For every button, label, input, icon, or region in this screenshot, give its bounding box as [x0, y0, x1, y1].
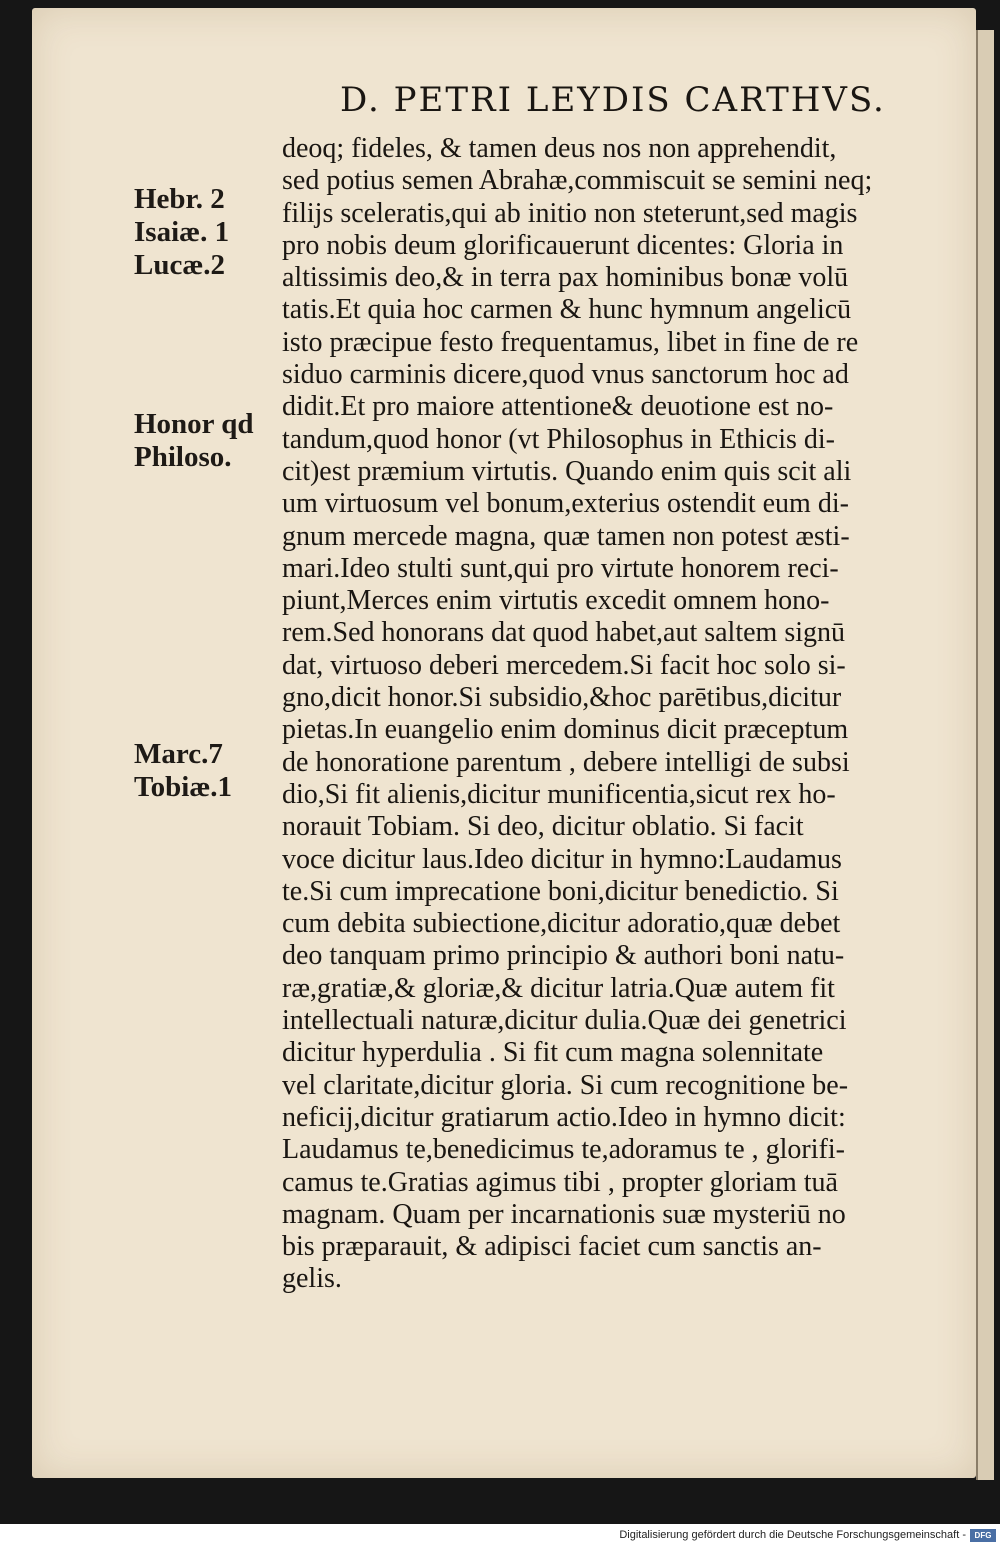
- text-line: dat, virtuoso deberi mercedem.Si facit hoc solo si-: [282, 649, 846, 681]
- text-line: Laudamus te,benedicimus te,adoramus te , glorifi-: [282, 1134, 845, 1166]
- text-line: tandum,quod honor (vt Philosophus in Ethicis di-: [282, 423, 835, 455]
- margin-note-group: [134, 738, 232, 804]
- text-line: ræ,gratiæ,& gloriæ,& dicitur latria.Quæ autem fit: [282, 972, 835, 1004]
- text-line: camus te.Gratias agimus tibi , propter gloriam tuā: [282, 1166, 838, 1198]
- text-line: tatis.Et quia hoc carmen & hunc hymnum angelicū: [282, 294, 852, 326]
- text-line: didit.Et pro maiore attentione& deuotione est no-: [282, 391, 834, 423]
- text-line: de honoratione parentum , debere intelligi de subsi: [282, 746, 850, 778]
- text-line: intellectuali naturæ,dicitur dulia.Quæ dei genetrici: [282, 1005, 847, 1037]
- margin-note: Philoso.: [134, 441, 232, 473]
- text-line: deo tanquam primo principio & authori boni natu-: [282, 940, 845, 972]
- dfg-logo-icon: DFG: [970, 1529, 996, 1542]
- margin-note: Marc.7: [134, 738, 223, 770]
- margin-note: Honor qd: [134, 408, 254, 440]
- text-line: pro nobis deum glorificauerunt dicentes: Gloria in: [282, 229, 844, 261]
- text-line: magnam. Quam per incarnationis suæ mysteriū no: [282, 1198, 846, 1230]
- margin-note: Lucæ.2: [134, 249, 226, 281]
- text-line: neficij,dicitur gratiarum actio.Ideo in hymno dicit:: [282, 1101, 846, 1133]
- text-line: dicitur hyperdulia . Si fit cum magna solennitate: [282, 1037, 824, 1069]
- text-line: cum debita subiectione,dicitur adoratio,quæ debet: [282, 908, 841, 940]
- text-line: um virtuosum vel bonum,exterius ostendit eum di-: [282, 488, 849, 520]
- text-line: filijs sceleratis,qui ab initio non steterunt,sed magis: [282, 197, 858, 229]
- text-line: gno,dicit honor.Si subsidio,&hoc parētibus,dicitur: [282, 682, 842, 714]
- margin-note-group: [134, 408, 254, 474]
- text-line: rem.Sed honorans dat quod habet,aut saltem signū: [282, 617, 845, 649]
- text-line: cit)est præmium virtutis. Quando enim quis scit ali: [282, 455, 852, 487]
- text-line: vel claritate,dicitur gloria. Si cum recognitione be-: [282, 1069, 849, 1101]
- text-line: pietas.In euangelio enim dominus dicit præceptum: [282, 714, 849, 746]
- text-line: voce dicitur laus.Ideo dicitur in hymno:Laudamus: [282, 843, 842, 875]
- funding-credit: Digitalisierung gefördert durch die Deutsche Forschungsgemeinschaft -: [619, 1529, 966, 1541]
- margin-note-group: [134, 183, 229, 282]
- text-line: dio,Si fit alienis,dicitur munificentia,sicut rex ho-: [282, 778, 836, 810]
- text-line: mari.Ideo stulti sunt,qui pro virtute honorem reci-: [282, 552, 839, 584]
- text-line: deoq; fideles, & tamen deus nos non apprehendit,: [282, 133, 837, 164]
- margin-note: Tobiæ.1: [134, 771, 233, 803]
- text-line: gnum mercede magna, quæ tamen non potest æsti-: [282, 520, 850, 552]
- text-line: sed potius semen Abrahæ,commiscuit se semini neq;: [282, 165, 873, 197]
- text-line: altissimis deo,& in terra pax hominibus bonæ volū: [282, 262, 849, 294]
- text-line: bis præparauit, & adipisci faciet cum sanctis an-: [282, 1231, 822, 1263]
- margin-note: Hebr. 2: [134, 183, 225, 215]
- margin-note: Isaiæ. 1: [134, 216, 230, 248]
- text-line: isto præcipue festo frequentamus, libet in fine de re: [282, 326, 859, 358]
- text-line: piunt,Merces enim virtutis excedit omnem hono-: [282, 585, 830, 617]
- text-line: gelis.: [282, 1263, 342, 1295]
- text-line: siduo carminis dicere,quod vnus sanctorum hoc ad: [282, 359, 849, 391]
- text-line: norauit Tobiam. Si deo, dicitur oblatio. Si facit: [282, 811, 804, 843]
- footer-bar: [0, 1524, 1000, 1548]
- text-line: te.Si cum imprecatione boni,dicitur benedictio. Si: [282, 875, 839, 907]
- running-head: D. PETRI LEYDIS CARTHVS.: [340, 80, 886, 120]
- body-text: [282, 133, 982, 1296]
